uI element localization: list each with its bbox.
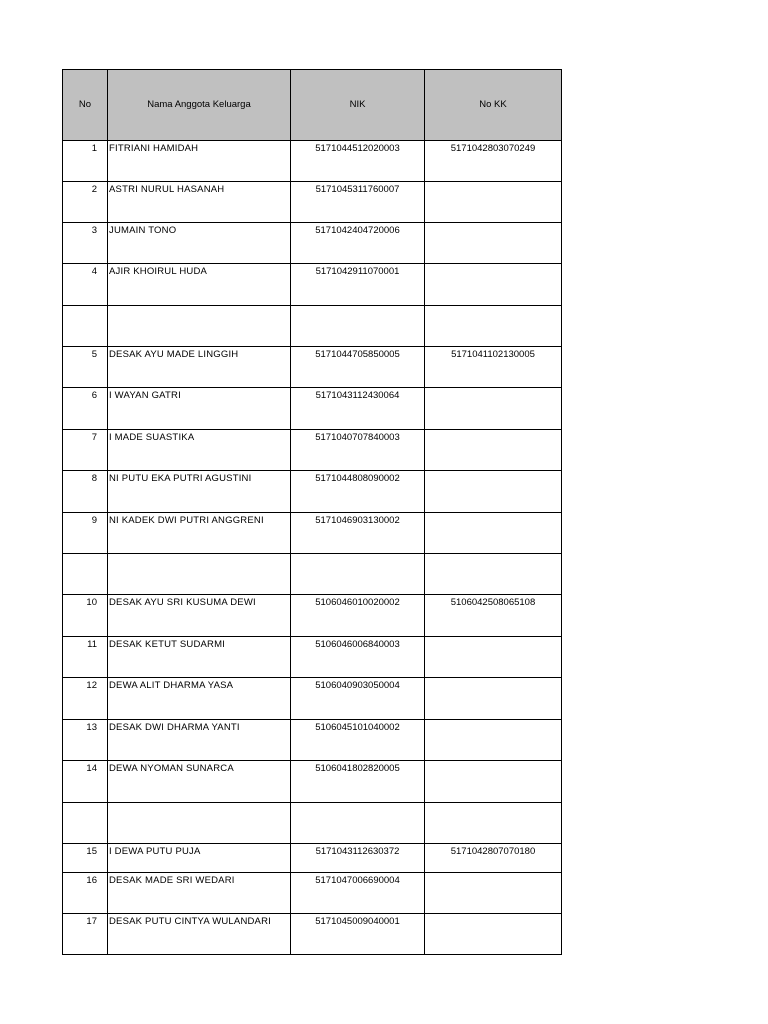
cell-no[interactable]: 7 [63,430,108,471]
cell-no[interactable]: 15 [63,844,108,873]
cell-name[interactable]: DESAK AYU MADE LINGGIH [108,347,291,388]
cell-nik[interactable]: 5171044705850005 [291,347,425,388]
header-no[interactable]: No [63,70,108,141]
cell-nik[interactable]: 5171043112430064 [291,388,425,430]
cell-nik[interactable] [291,803,425,844]
cell-kk[interactable] [425,306,562,347]
cell-nik[interactable]: 5171044808090002 [291,471,425,513]
table-row [63,430,562,471]
cell-kk[interactable] [425,914,562,955]
cell-nik[interactable] [291,306,425,347]
cell-kk[interactable] [425,264,562,306]
cell-nik[interactable]: 5171042911070001 [291,264,425,306]
cell-no[interactable]: 3 [63,223,108,264]
cell-nik[interactable]: 5171042404720006 [291,223,425,264]
table-row [63,720,562,761]
cell-no[interactable] [63,554,108,595]
family-members-table [62,69,562,955]
cell-name[interactable]: JUMAIN TONO [108,223,291,264]
cell-kk[interactable]: 5106042508065108 [425,595,562,637]
cell-nik[interactable]: 5106046010020002 [291,595,425,637]
table-row [63,388,562,430]
table-row [63,873,562,914]
table-row [63,223,562,264]
cell-name[interactable]: FITRIANI HAMIDAH [108,141,291,182]
cell-name[interactable]: DESAK PUTU CINTYA WULANDARI [108,914,291,955]
cell-no[interactable]: 17 [63,914,108,955]
cell-no[interactable]: 14 [63,761,108,803]
cell-nik[interactable]: 5171047006690004 [291,873,425,914]
cell-nik[interactable]: 5171044512020003 [291,141,425,182]
cell-name[interactable]: DESAK MADE SRI WEDARI [108,873,291,914]
cell-no[interactable]: 2 [63,182,108,223]
table-row [63,513,562,554]
cell-no[interactable]: 13 [63,720,108,761]
cell-nik[interactable]: 5106046006840003 [291,637,425,678]
cell-nik[interactable]: 5171045009040001 [291,914,425,955]
cell-kk[interactable]: 5171042807070180 [425,844,562,873]
cell-nik[interactable]: 5171045311760007 [291,182,425,223]
cell-no[interactable]: 11 [63,637,108,678]
cell-name[interactable]: DESAK KETUT SUDARMI [108,637,291,678]
cell-kk[interactable]: 5171041102130005 [425,347,562,388]
cell-name[interactable]: DEWA ALIT DHARMA YASA [108,678,291,720]
cell-kk[interactable] [425,873,562,914]
cell-kk[interactable] [425,388,562,430]
cell-no[interactable]: 8 [63,471,108,513]
cell-nik[interactable]: 5106045101040002 [291,720,425,761]
table-row [63,803,562,844]
cell-no[interactable]: 6 [63,388,108,430]
cell-no[interactable]: 9 [63,513,108,554]
cell-name[interactable]: I WAYAN GATRI [108,388,291,430]
cell-kk[interactable] [425,430,562,471]
header-kk[interactable]: No KK [425,70,562,141]
cell-kk[interactable] [425,637,562,678]
header-row [63,70,562,141]
cell-name[interactable]: I DEWA PUTU PUJA [108,844,291,873]
cell-name[interactable]: DESAK AYU SRI KUSUMA DEWI [108,595,291,637]
cell-name[interactable]: ASTRI NURUL HASANAH [108,182,291,223]
table-row [63,914,562,955]
cell-no[interactable]: 16 [63,873,108,914]
cell-name[interactable] [108,306,291,347]
cell-kk[interactable] [425,803,562,844]
table-row [63,554,562,595]
cell-kk[interactable] [425,761,562,803]
table-row [63,637,562,678]
header-nik[interactable]: NIK [291,70,425,141]
header-name[interactable]: Nama Anggota Keluarga [108,70,291,141]
cell-no[interactable]: 4 [63,264,108,306]
table-row [63,761,562,803]
cell-kk[interactable] [425,720,562,761]
table-row [63,306,562,347]
cell-name[interactable] [108,554,291,595]
cell-kk[interactable] [425,554,562,595]
cell-nik[interactable]: 5171040707840003 [291,430,425,471]
cell-name[interactable]: I MADE SUASTIKA [108,430,291,471]
cell-no[interactable]: 1 [63,141,108,182]
table-row [63,141,562,182]
table-row [63,844,562,873]
cell-name[interactable]: AJIR KHOIRUL HUDA [108,264,291,306]
cell-kk[interactable] [425,223,562,264]
table-row [63,471,562,513]
cell-kk[interactable] [425,182,562,223]
table-row [63,264,562,306]
cell-nik[interactable]: 5171043112630372 [291,844,425,873]
table-row [63,595,562,637]
cell-kk[interactable] [425,471,562,513]
cell-no[interactable] [63,803,108,844]
cell-name[interactable]: NI PUTU EKA PUTRI AGUSTINI [108,471,291,513]
cell-kk[interactable]: 5171042803070249 [425,141,562,182]
table-row [63,182,562,223]
cell-kk[interactable] [425,513,562,554]
cell-no[interactable]: 10 [63,595,108,637]
cell-no[interactable]: 12 [63,678,108,720]
cell-name[interactable]: NI KADEK DWI PUTRI ANGGRENI [108,513,291,554]
table-row [63,678,562,720]
table-row [63,347,562,388]
cell-name[interactable]: DEWA NYOMAN SUNARCA [108,761,291,803]
cell-nik[interactable]: 5106041802820005 [291,761,425,803]
cell-no[interactable]: 5 [63,347,108,388]
cell-no[interactable] [63,306,108,347]
cell-nik[interactable] [291,554,425,595]
cell-kk[interactable] [425,678,562,720]
cell-nik[interactable]: 5171046903130002 [291,513,425,554]
cell-nik[interactable]: 5106040903050004 [291,678,425,720]
cell-name[interactable]: DESAK DWI DHARMA YANTI [108,720,291,761]
cell-name[interactable] [108,803,291,844]
